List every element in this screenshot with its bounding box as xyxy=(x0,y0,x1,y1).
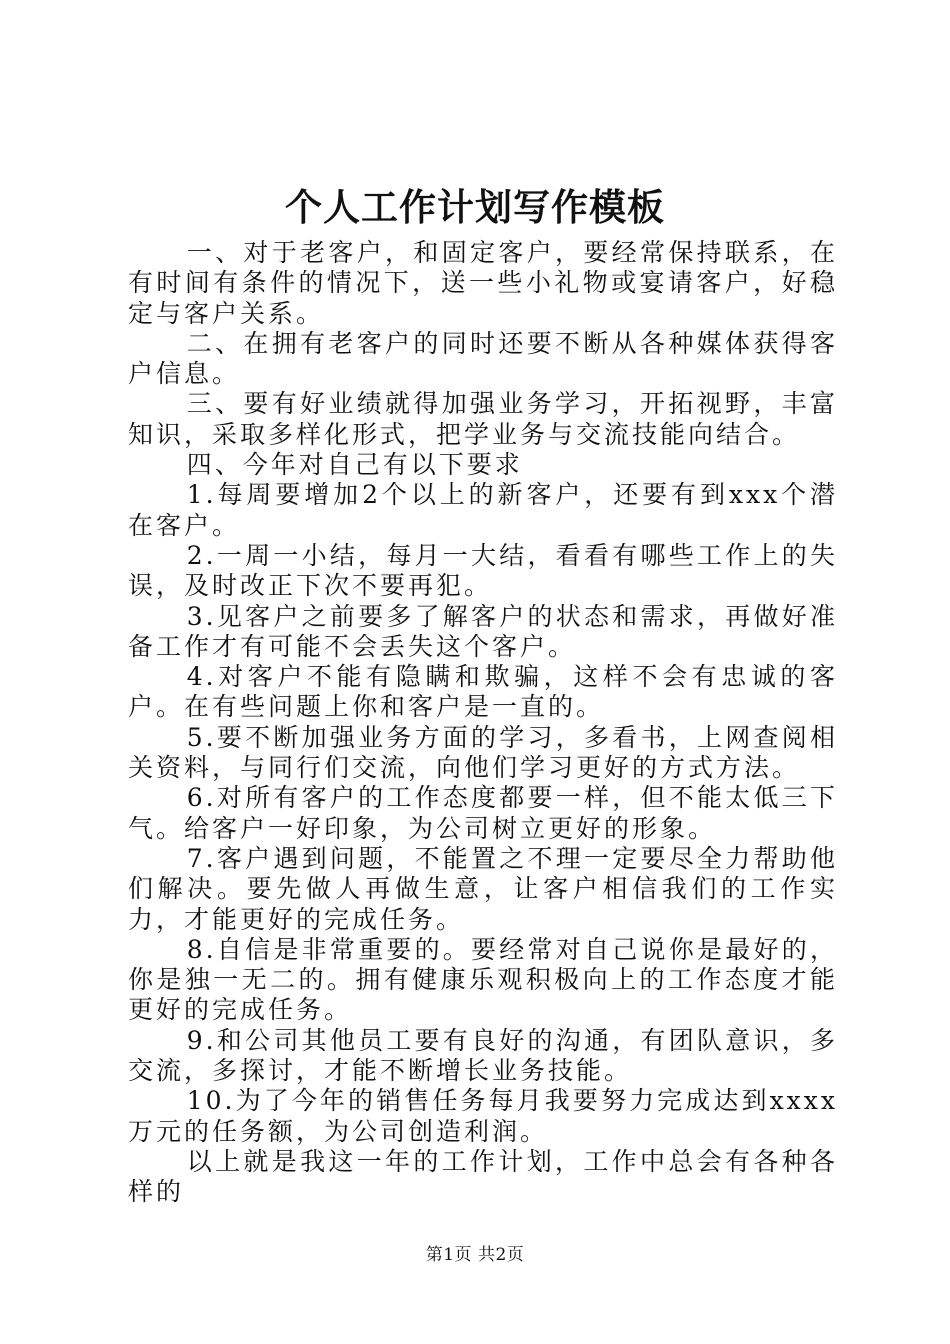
paragraph: 4.对客户不能有隐瞒和欺骗，这样不会有忠诚的客户。在有些问题上你和客户是一直的。 xyxy=(128,662,838,722)
paragraph: 9.和公司其他员工要有良好的沟通，有团队意识，多交流，多探讨，才能不断增长业务技能。 xyxy=(128,1025,838,1086)
paragraph: 四、今年对自己有以下要求 xyxy=(186,450,523,480)
paragraph: 2.一周一小结，每月一大结，看看有哪些工作上的失误，及时改正下次不要再犯。 xyxy=(128,540,838,601)
paragraph: 以上就是我这一年的工作计划，工作中总会有各种各样的 xyxy=(128,1146,838,1207)
paragraph: 6.对所有客户的工作态度都要一样，但不能太低三下气。给客户一好印象，为公司树立更好的形象。 xyxy=(128,783,838,843)
document-title: 个人工作计划写作模板 xyxy=(285,185,665,229)
paragraph: 5.要不断加强业务方面的学习，多看书，上网查阅相关资料，与同行们交流，向他们学习更好的方式方法。 xyxy=(128,722,838,783)
paragraph: 7.客户遇到问题，不能置之不理一定要尽全力帮助他们解决。要先做人再做生意，让客户相信我们的工作实力，才能更好的完成任务。 xyxy=(128,843,838,934)
paragraph: 一、对于老客户，和固定客户，要经常保持联系，在有时间有条件的情况下，送一些小礼物或宴请客户，好稳定与客户关系。 xyxy=(128,238,838,328)
paragraph: 二、在拥有老客户的同时还要不断从各种媒体获得客户信息。 xyxy=(128,328,838,389)
paragraph: 三、要有好业绩就得加强业务学习，开拓视野，丰富知识，采取多样化形式，把学业务与交流技能向结合。 xyxy=(128,389,838,449)
paragraph: 10.为了今年的销售任务每月我要努力完成达到xxxx万元的任务额，为公司创造利润。 xyxy=(128,1086,838,1146)
page-footer: 第1页 共2页 xyxy=(425,1245,525,1265)
paragraph: 3.见客户之前要多了解客户的状态和需求，再做好准备工作才有可能不会丢失这个客户。 xyxy=(128,601,838,661)
document-body xyxy=(128,238,838,1208)
paragraph: 8.自信是非常重要的。要经常对自己说你是最好的，你是独一无二的。拥有健康乐观积极向上的工作态度才能更好的完成任务。 xyxy=(128,934,838,1025)
paragraph: 1.每周要增加2个以上的新客户，还要有到xxx个潜在客户。 xyxy=(128,480,838,540)
